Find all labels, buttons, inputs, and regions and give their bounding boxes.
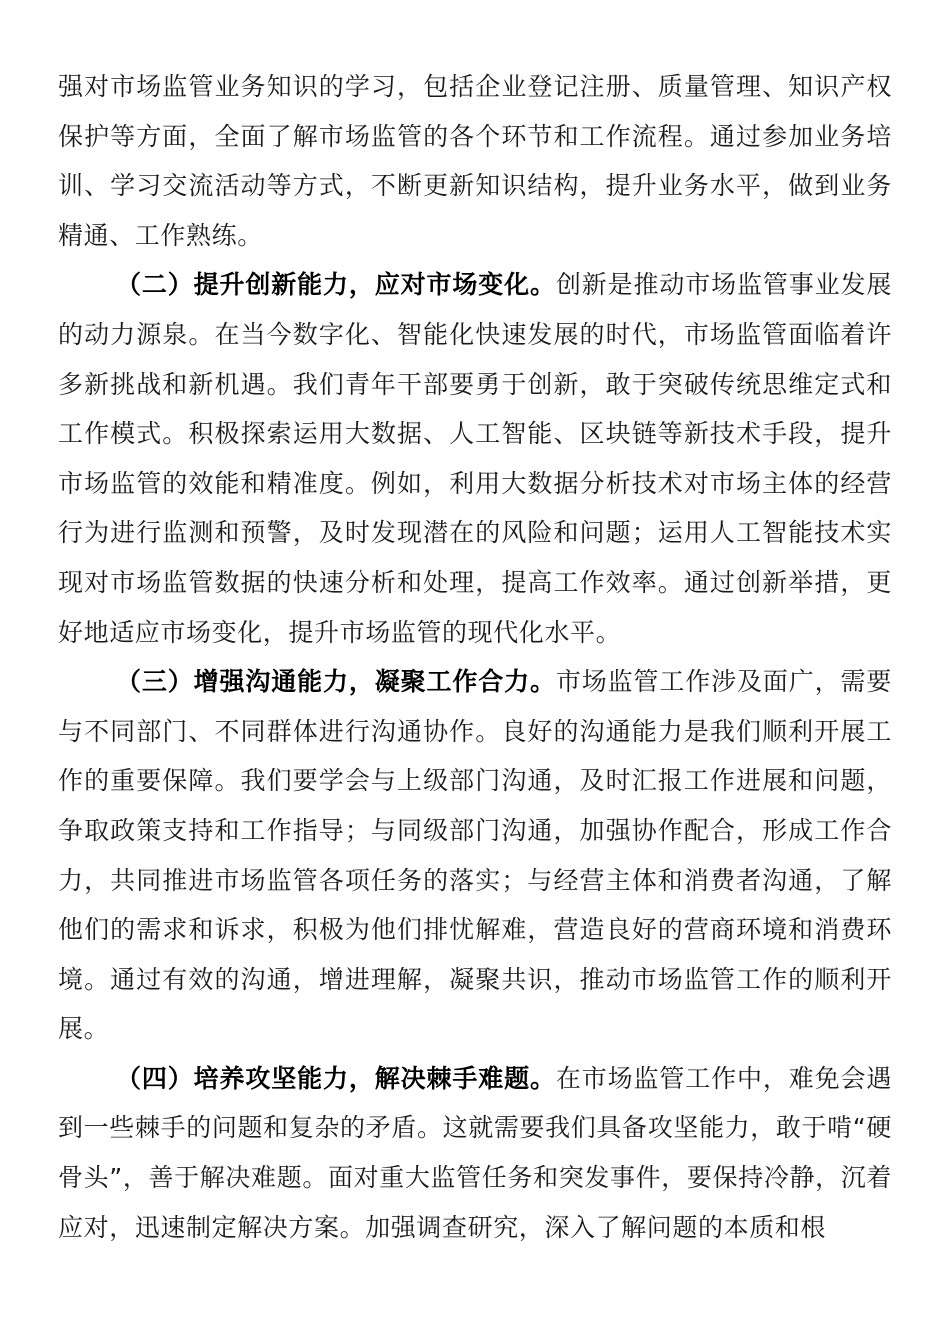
paragraph-body: 市场监管工作涉及面广，需要与不同部门、不同群体进行沟通协作。良好的沟通能力是我们顺利开展工作的重要保障。我们要学会与上级部门沟通，及时汇报工作进展和问题，争取政策支持和工作指导；与同级部门沟通，加强协作配合，形成工作合力，共同推进市场监管各项任务的落实；与经营主体和消费者沟通，了解他们的需求和诉求，积极为他们排忧解难，营造良好的营商环境和消费环境。通过有效的沟通，增进理解，凝聚共识，推动市场监管工作的顺利开展。 xyxy=(58,667,892,1044)
paragraph-body: 创新是推动市场监管事业发展的动力源泉。在当今数字化、智能化快速发展的时代，市场监管面临着许多新挑战和新机遇。我们青年干部要勇于创新，敢于突破传统思维定式和工作模式。积极探索运用大数据、人工智能、区块链等新技术手段，提升市场监管的效能和精准度。例如，利用大数据分析技术对市场主体的经营行为进行监测和预警，及时发现潜在的风险和问题；运用人工智能技术实现对市场监管数据的快速分析和处理，提高工作效率。通过创新举措，更好地适应市场变化，提升市场监管的现代化水平。 xyxy=(58,270,892,647)
document-page xyxy=(58,62,892,1252)
paragraph-continuation xyxy=(58,62,892,260)
paragraph-body: 强对市场监管业务知识的学习，包括企业登记注册、质量管理、知识产权保护等方面，全面了解市场监管的各个环节和工作流程。通过参加业务培训、学习交流活动等方式，不断更新知识结构，提升业务水平，做到业务精通、工作熟练。 xyxy=(58,72,892,250)
section-heading-innovation: （二）提升创新能力，应对市场变化。 xyxy=(116,270,556,300)
paragraph-tackling xyxy=(58,1054,892,1252)
section-heading-tackling: （四）培养攻坚能力，解决棘手难题。 xyxy=(116,1063,556,1093)
paragraph-body: 在市场监管工作中，难免会遇到一些棘手的问题和复杂的矛盾。这就需要我们具备攻坚能力，敢于啃“硬骨头”，善于解决难题。面对重大监管任务和突发事件，要保持冷静，沉着应对，迅速制定解决方案。加强调查研究，深入了解问题的本质和根 xyxy=(58,1063,892,1242)
paragraph-communication xyxy=(58,657,892,1054)
section-heading-communication: （三）增强沟通能力，凝聚工作合力。 xyxy=(116,667,556,697)
paragraph-innovation xyxy=(58,260,892,657)
